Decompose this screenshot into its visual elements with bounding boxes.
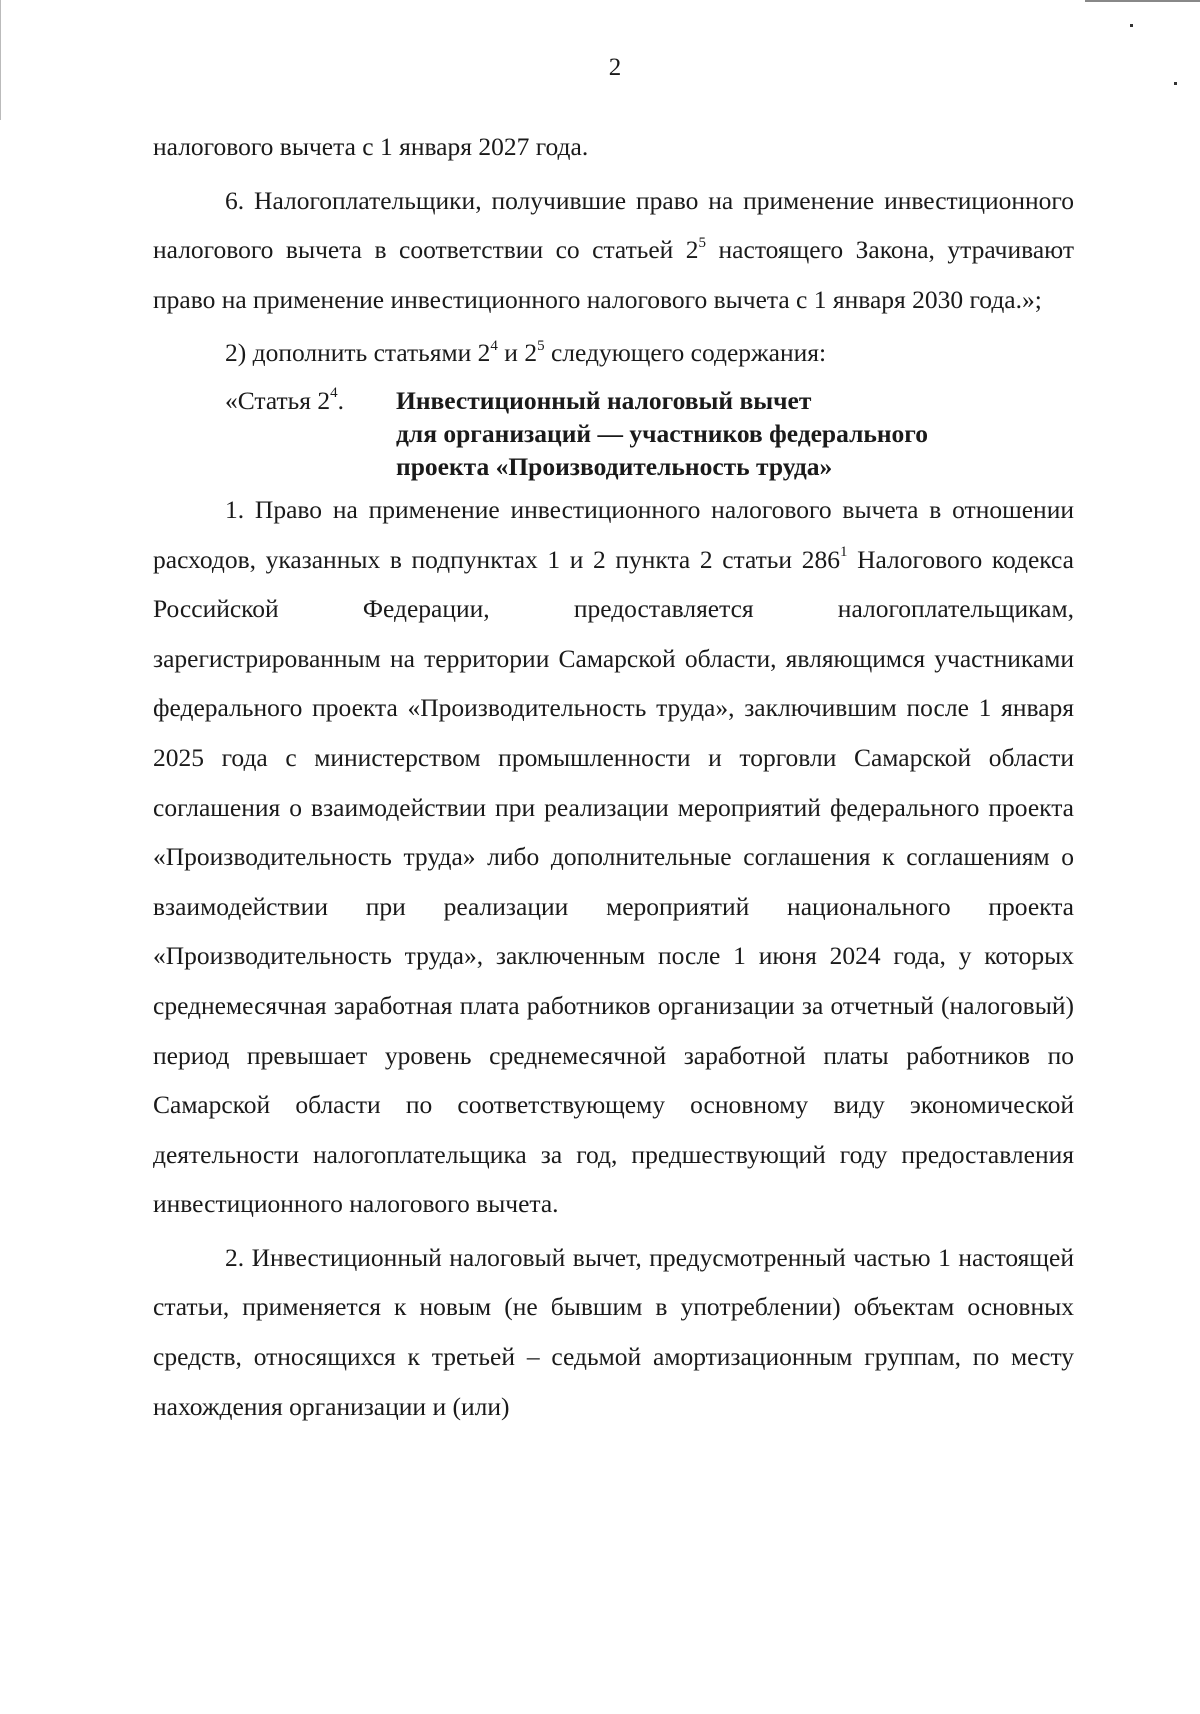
- superscript: 4: [330, 385, 338, 402]
- paragraph-text: следующего содержания:: [544, 338, 827, 368]
- article-title: [396, 384, 928, 483]
- paragraph-text: 6. Налогоплательщики, получившие право на применение инвестиционного налогового вычета в соответствии со статьей 2: [153, 185, 1074, 265]
- article-paragraph-1: [153, 485, 1074, 1229]
- paragraph-text: Налогового кодекса Российской Федерации, предоставляется налогоплательщикам, зарегистрированным на территории Самарской области, являющимся участниками федерального проекта «Производительность труда», заключившим после 1 января 2025 года с министерством промышленности и торговли Самарской области соглашения о взаимодействии при реализации мероприятий федерального проекта «Производительность труда» либо дополнительные соглашения к соглашениям о взаимодействии при реализации мероприятий национального проекта «Производительность труда», заключенным после 1 июня 2024 года, у которых среднемесячная заработная плата работников организации за отчетный (налоговый) период превышает уровень среднемесячной заработной платы работников по Самарской области по соответствующему основному виду экономической деятельности налогоплательщика за год, предшествующий году предоставления инвестиционного налогового вычета.: [153, 544, 1074, 1219]
- scan-artifact: [0, 0, 1, 120]
- article-label-suffix: .: [337, 385, 345, 415]
- paragraph-text: настоящего Закона, утрачивают право на применение инвестиционного налогового вычета с 1 января 2030 года.»;: [153, 235, 1074, 314]
- superscript: 5: [537, 337, 545, 354]
- article-label-text: «Статья 2: [225, 385, 331, 415]
- article-paragraph-2: 2. Инвестиционный налоговый вычет, предусмотренный частью 1 настоящей статьи, применяется к новым (не бывшим в употреблении) объектам основных средств, относящихся к третьей – седьмой амортизационным группам, по месту нахождения организации и (или): [153, 1242, 1074, 1421]
- superscript: 1: [839, 544, 848, 561]
- article-heading: [153, 384, 1074, 483]
- paragraph-text: 2) дополнить статьями 2: [225, 338, 491, 368]
- article-title-line: Инвестиционный налоговый вычет: [396, 385, 812, 415]
- paragraph-amendment-2: [153, 328, 1074, 378]
- document-body: [153, 122, 1074, 1431]
- scan-artifact: [1174, 82, 1177, 85]
- page-number: 2: [608, 54, 622, 81]
- article-title-line: для организаций — участников федерального: [396, 418, 929, 448]
- article-title-line: проекта «Производительность труда»: [396, 451, 833, 481]
- paragraph-item-6: [153, 176, 1074, 325]
- superscript: 4: [490, 337, 498, 354]
- scan-artifact: [1085, 0, 1200, 2]
- paragraph-text: 1. Право на применение инвестиционного налогового вычета в отношении расходов, указанных в подпунктах 1 и 2 пункта 2 статьи 286: [153, 494, 1074, 574]
- paragraph-text: и 2: [497, 338, 538, 368]
- superscript: 5: [698, 234, 707, 251]
- paragraph-continuation: налогового вычета с 1 января 2027 года.: [153, 132, 589, 161]
- article-label: [153, 384, 396, 417]
- scan-artifact: [1130, 24, 1133, 27]
